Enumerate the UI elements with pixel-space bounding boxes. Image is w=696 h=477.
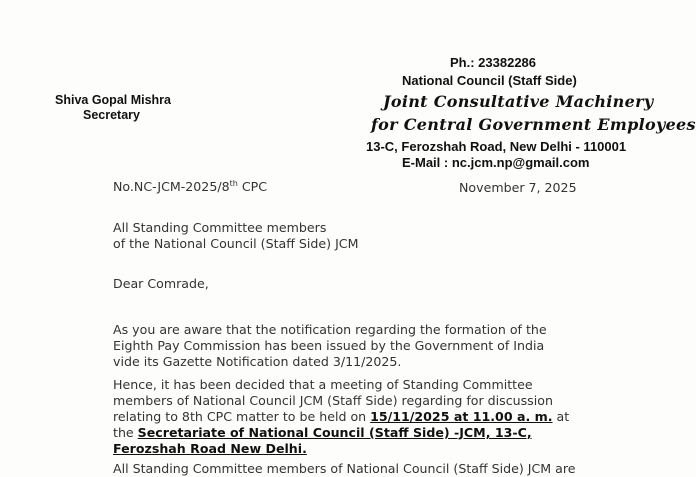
paragraph-2-mid: at the — [113, 409, 570, 440]
letterhead-script-line1: Joint Consultative Machinery — [383, 92, 654, 111]
letterhead-org: National Council (Staff Side) — [402, 73, 577, 88]
reference-number — [113, 176, 267, 195]
reference-number-main: No.NC-JCM-2025/8 — [113, 179, 230, 195]
letterhead-address: 13-C, Ferozshah Road, New Delhi - 110001 — [366, 139, 627, 154]
letterhead-phone: Ph.: 23382286 — [450, 55, 537, 70]
reference-number-suffix: CPC — [237, 179, 267, 195]
paragraph-2 — [113, 377, 573, 457]
paragraph-3-partial: All Standing Committee members of National Council (Staff Side) JCM are — [113, 461, 576, 476]
letter-date: November 7, 2025 — [459, 180, 577, 195]
letterhead-email: E-Mail : nc.jcm.np@gmail.com — [402, 155, 590, 170]
reference-number-sup: th — [229, 179, 238, 188]
paragraph-2-start: Hence, it has been decided that a meeting of Standing Committee members of National Council JCM (Staff Side) regarding for discussion relating to 8th CPC matter to be held on — [113, 377, 553, 424]
recipient-line2: of the National Council (Staff Side) JCM — [113, 236, 359, 251]
sender-name: Shiva Gopal Mishra — [55, 93, 172, 107]
recipient-line1: All Standing Committee members — [113, 220, 327, 235]
paragraph-1: As you are aware that the notification regarding the formation of the Eighth Pay Commission has been issued by the Government of India vide its Gazette Notification dated 3/11/2025. — [113, 322, 547, 369]
salutation: Dear Comrade, — [113, 276, 209, 291]
meeting-datetime: 15/11/2025 at 11.00 a. m. — [370, 409, 553, 424]
letterhead-script-line2: for Central Government Employees — [371, 115, 696, 134]
sender-designation: Secretary — [83, 108, 140, 122]
meeting-venue: Secretariate of National Council (Staff Side) -JCM, 13-C, Ferozshah Road New Delhi. — [113, 425, 532, 456]
